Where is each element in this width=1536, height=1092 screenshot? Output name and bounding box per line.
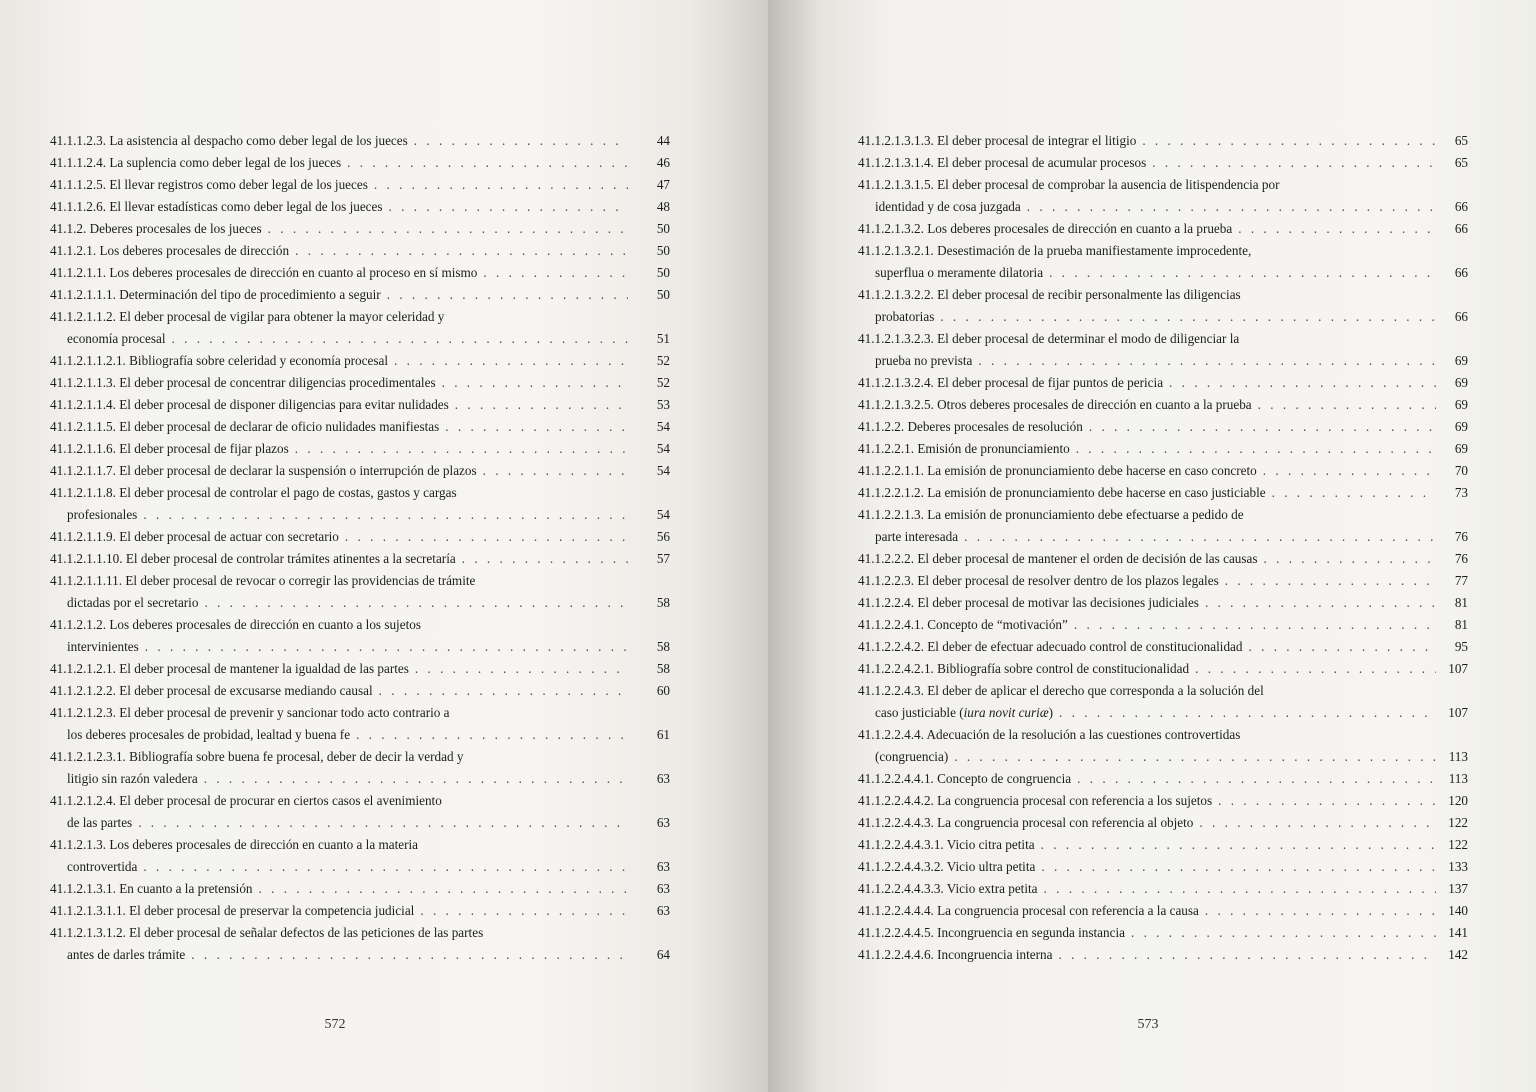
toc-entry bbox=[50, 878, 670, 900]
toc-entry-continuation-text: dictadas por el secretario bbox=[67, 595, 199, 610]
dot-leader bbox=[414, 130, 628, 152]
dot-leader bbox=[143, 856, 628, 878]
toc-entry bbox=[858, 834, 1468, 856]
toc-entry bbox=[50, 790, 670, 834]
dot-leader bbox=[1249, 636, 1437, 658]
toc-entry-continuation-end: ) bbox=[1048, 705, 1054, 720]
dot-leader bbox=[483, 460, 628, 482]
dot-leader bbox=[1074, 614, 1436, 636]
toc-entry bbox=[858, 394, 1468, 416]
toc-entry-page: 53 bbox=[656, 397, 670, 412]
dot-leader bbox=[138, 812, 628, 834]
toc-entry-page: 63 bbox=[656, 771, 670, 786]
page-number-right: 573 bbox=[1137, 1017, 1159, 1032]
toc-entry bbox=[858, 504, 1468, 548]
toc-entry-page: 63 bbox=[656, 903, 670, 918]
toc-entry-title: 41.1.2.1.2.4. El deber procesal de procurar en ciertos casos el avenimiento bbox=[50, 793, 442, 808]
dot-leader bbox=[1205, 900, 1436, 922]
dot-leader bbox=[295, 240, 628, 262]
toc-entry bbox=[50, 350, 670, 372]
dot-leader bbox=[295, 438, 628, 460]
dot-leader bbox=[455, 394, 628, 416]
toc-entry-continuation bbox=[875, 702, 1053, 724]
toc-entry-page: 142 bbox=[1448, 947, 1468, 962]
toc-entry bbox=[858, 878, 1468, 900]
toc-entry-page: 141 bbox=[1448, 925, 1468, 940]
toc-entry-title: 41.1.2.2.2. El deber procesal de mantener el orden de decisión de las causas bbox=[858, 551, 1258, 566]
toc-entry bbox=[858, 416, 1468, 438]
toc-entry-page: 61 bbox=[656, 727, 670, 742]
toc-entry-title: 41.1.2. Deberes procesales de los jueces bbox=[50, 221, 262, 236]
toc-entry-page: 50 bbox=[656, 265, 670, 280]
toc-entry-page: 69 bbox=[1454, 353, 1468, 368]
toc-entry bbox=[858, 944, 1468, 966]
dot-leader bbox=[420, 900, 628, 922]
toc-entry-continuation bbox=[67, 328, 166, 350]
toc-entry bbox=[858, 548, 1468, 570]
dot-leader bbox=[1264, 548, 1436, 570]
toc-entry-page: 69 bbox=[1454, 441, 1468, 456]
toc-entry-title: 41.1.1.2.6. El llevar estadísticas como deber legal de los jueces bbox=[50, 199, 383, 214]
toc-entry-title: 41.1.2.2.4.4.3. La congruencia procesal con referencia al objeto bbox=[858, 815, 1194, 830]
toc-entry-title: 41.1.2.2.4. El deber procesal de motivar las decisiones judiciales bbox=[858, 595, 1199, 610]
dot-leader bbox=[1049, 262, 1436, 284]
toc-entry-continuation-text: probatorias bbox=[875, 309, 935, 324]
toc-entry-page: 54 bbox=[656, 441, 670, 456]
dot-leader bbox=[1076, 438, 1436, 460]
toc-entry-title: 41.1.2.1.1. Los deberes procesales de dirección en cuanto al proceso en sí mismo bbox=[50, 265, 478, 280]
toc-entry-continuation bbox=[67, 856, 137, 878]
dot-leader bbox=[1131, 922, 1436, 944]
dot-leader bbox=[1041, 856, 1436, 878]
toc-entry bbox=[50, 746, 670, 790]
toc-entry-title: 41.1.2.2. Deberes procesales de resolución bbox=[858, 419, 1083, 434]
toc-entry bbox=[858, 790, 1468, 812]
toc-entry-continuation bbox=[67, 768, 198, 790]
toc-entry bbox=[858, 240, 1468, 284]
toc-entry-page: 66 bbox=[1454, 199, 1468, 214]
toc-entry bbox=[858, 724, 1468, 768]
toc-entry bbox=[50, 614, 670, 658]
dot-leader bbox=[1058, 944, 1436, 966]
toc-entry bbox=[50, 262, 670, 284]
toc-entry-title: 41.1.2.1.3.1.3. El deber procesal de integrar el litigio bbox=[858, 133, 1137, 148]
dot-leader bbox=[1152, 152, 1436, 174]
toc-entry-page: 81 bbox=[1454, 595, 1468, 610]
dot-leader bbox=[1041, 834, 1436, 856]
toc-entry bbox=[50, 130, 670, 152]
toc-entry-title: 41.1.2.2.4.4.3.1. Vicio citra petita bbox=[858, 837, 1035, 852]
toc-entry-title: 41.1.2.2.1.1. La emisión de pronunciamiento debe hacerse en caso concreto bbox=[858, 463, 1257, 478]
toc-entry-page: 66 bbox=[1454, 221, 1468, 236]
toc-entry bbox=[50, 152, 670, 174]
dot-leader bbox=[978, 350, 1436, 372]
toc-entry-title: 41.1.2.2.4.4.6. Incongruencia interna bbox=[858, 947, 1053, 962]
toc-entry bbox=[50, 702, 670, 746]
toc-entry-page: 69 bbox=[1454, 419, 1468, 434]
dot-leader bbox=[379, 680, 628, 702]
toc-entry-continuation bbox=[875, 526, 958, 548]
toc-entry-page: 69 bbox=[1454, 397, 1468, 412]
dot-leader bbox=[1169, 372, 1436, 394]
toc-entry-title: 41.1.2.1. Los deberes procesales de dirección bbox=[50, 243, 290, 258]
right-page bbox=[768, 0, 1536, 1092]
toc-entry bbox=[858, 174, 1468, 218]
toc-entry bbox=[50, 306, 670, 350]
toc-entry-title: 41.1.2.1.1.8. El deber procesal de controlar el pago de costas, gastos y cargas bbox=[50, 485, 457, 500]
dot-leader bbox=[268, 218, 628, 240]
toc-entry-continuation-text: de las partes bbox=[67, 815, 133, 830]
toc-entry-page: 95 bbox=[1454, 639, 1468, 654]
toc-entry-title: 41.1.2.2.4.2.1. Bibliografía sobre control de constitucionalidad bbox=[858, 661, 1190, 676]
toc-entry-title: 41.1.2.2.1.3. La emisión de pronunciamiento debe efectuarse a pedido de bbox=[858, 507, 1244, 522]
toc-entry-title: 41.1.2.1.3.1.4. El deber procesal de acumular procesos bbox=[858, 155, 1147, 170]
toc-entry bbox=[858, 636, 1468, 658]
toc-entry bbox=[858, 218, 1468, 240]
toc-entry-continuation-text: economía procesal bbox=[67, 331, 166, 346]
toc-entry bbox=[50, 482, 670, 526]
toc-entry-title: 41.1.2.2.4.4. Adecuación de la resolución a las cuestiones controvertidas bbox=[858, 727, 1241, 742]
toc-entry-page: 50 bbox=[656, 287, 670, 302]
toc-entry-page: 51 bbox=[656, 331, 670, 346]
toc-entry-title: 41.1.2.2.4.4.3.3. Vicio extra petita bbox=[858, 881, 1038, 896]
toc-entry-continuation-text: los deberes procesales de probidad, lealtad y buena fe bbox=[67, 727, 351, 742]
toc-entry-continuation bbox=[875, 306, 934, 328]
toc-entry-page: 122 bbox=[1448, 837, 1468, 852]
toc-entry-title: 41.1.2.1.1.7. El deber procesal de declarar la suspensión o interrupción de plazos bbox=[50, 463, 477, 478]
toc-entry-page: 58 bbox=[656, 661, 670, 676]
toc-entry-title: 41.1.2.2.4.4.4. La congruencia procesal con referencia a la causa bbox=[858, 903, 1199, 918]
dot-leader bbox=[1077, 768, 1436, 790]
toc-entry bbox=[50, 460, 670, 482]
toc-entry-page: 46 bbox=[656, 155, 670, 170]
toc-entry bbox=[50, 394, 670, 416]
dot-leader bbox=[1195, 658, 1436, 680]
toc-entry-italic-term: iura novit curiæ bbox=[963, 705, 1049, 720]
toc-entry-title: 41.1.2.1.1.10. El deber procesal de controlar trámites atinentes a la secretaría bbox=[50, 551, 456, 566]
toc-entry-continuation-text: litigio sin razón valedera bbox=[67, 771, 198, 786]
toc-entry-page: 66 bbox=[1454, 265, 1468, 280]
toc-entry-page: 140 bbox=[1448, 903, 1468, 918]
toc-entry-title: 41.1.2.2.1. Emisión de pronunciamiento bbox=[858, 441, 1070, 456]
toc-entry bbox=[50, 218, 670, 240]
toc-entry-page: 57 bbox=[656, 551, 670, 566]
toc-entry-continuation bbox=[875, 262, 1043, 284]
toc-entry-title: 41.1.2.1.1.4. El deber procesal de disponer diligencias para evitar nulidades bbox=[50, 397, 449, 412]
dot-leader bbox=[259, 878, 628, 900]
toc-entry-page: 64 bbox=[656, 947, 670, 962]
dot-leader bbox=[204, 592, 628, 614]
toc-entry-title: 41.1.2.1.3.2.4. El deber procesal de fijar puntos de pericia bbox=[858, 375, 1164, 390]
dot-leader bbox=[1027, 196, 1436, 218]
toc-entry-title: 41.1.2.2.3. El deber procesal de resolver dentro de los plazos legales bbox=[858, 573, 1219, 588]
toc-entry bbox=[858, 900, 1468, 922]
page-number-left: 572 bbox=[324, 1017, 346, 1032]
dot-leader bbox=[415, 658, 628, 680]
toc-entry-continuation bbox=[67, 504, 137, 526]
toc-entry-continuation-text: profesionales bbox=[67, 507, 138, 522]
toc-entry-continuation-text: intervinientes bbox=[67, 639, 139, 654]
toc-entry bbox=[50, 372, 670, 394]
toc-entry-continuation-text: caso justiciable ( bbox=[875, 705, 964, 720]
toc-entry-title: 41.1.1.2.3. La asistencia al despacho como deber legal de los jueces bbox=[50, 133, 408, 148]
toc-entry-page: 60 bbox=[656, 683, 670, 698]
toc-entry-title: 41.1.2.1.1.3. El deber procesal de concentrar diligencias procedimentales bbox=[50, 375, 436, 390]
toc-entry-page: 65 bbox=[1454, 155, 1468, 170]
dot-leader bbox=[1205, 592, 1436, 614]
toc-entry-title: 41.1.2.1.2.2. El deber procesal de excusarse mediando causal bbox=[50, 683, 373, 698]
toc-entry-page: 58 bbox=[656, 639, 670, 654]
toc-entry bbox=[50, 680, 670, 702]
toc-entry bbox=[858, 614, 1468, 636]
toc-entry-page: 54 bbox=[656, 419, 670, 434]
dot-leader bbox=[394, 350, 628, 372]
dot-leader bbox=[1225, 570, 1436, 592]
toc-entry-page: 63 bbox=[656, 859, 670, 874]
toc-entry bbox=[858, 284, 1468, 328]
dot-leader bbox=[483, 262, 628, 284]
toc-entry bbox=[858, 372, 1468, 394]
toc-entry-page: 133 bbox=[1448, 859, 1468, 874]
toc-entry-title: 41.1.2.1.1.1. Determinación del tipo de procedimiento a seguir bbox=[50, 287, 381, 302]
toc-entry-page: 69 bbox=[1454, 375, 1468, 390]
toc-entry-page: 50 bbox=[656, 221, 670, 236]
toc-entry bbox=[50, 570, 670, 614]
toc-entry bbox=[50, 548, 670, 570]
toc-entry bbox=[50, 658, 670, 680]
toc-entry-page: 113 bbox=[1448, 749, 1468, 764]
dot-leader bbox=[954, 746, 1436, 768]
toc-entry-page: 63 bbox=[656, 815, 670, 830]
toc-entry bbox=[50, 240, 670, 262]
toc-entry-title: 41.1.2.2.4.2. El deber de efectuar adecuado control de constitucionalidad bbox=[858, 639, 1243, 654]
toc-entry-title: 41.1.2.2.4.1. Concepto de “motivación” bbox=[858, 617, 1068, 632]
toc-entry bbox=[50, 834, 670, 878]
toc-entry bbox=[858, 922, 1468, 944]
dot-leader bbox=[1059, 702, 1436, 724]
toc-entry-title: 41.1.2.2.4.4.2. La congruencia procesal con referencia a los sujetos bbox=[858, 793, 1213, 808]
dot-leader bbox=[204, 768, 628, 790]
toc-entry bbox=[50, 416, 670, 438]
toc-entry-title: 41.1.2.1.3. Los deberes procesales de dirección en cuanto a la materia bbox=[50, 837, 419, 852]
dot-leader bbox=[374, 174, 628, 196]
toc-entry-title: 41.1.2.1.3.2.5. Otros deberes procesales de dirección en cuanto a la prueba bbox=[858, 397, 1252, 412]
toc-entry-continuation-text: (congruencia) bbox=[875, 749, 949, 764]
toc-entry-page: 137 bbox=[1448, 881, 1468, 896]
toc-entry-title: 41.1.2.2.4.3. El deber de aplicar el derecho que corresponda a la solución del bbox=[858, 683, 1264, 698]
toc-entry-continuation-text: identidad y de cosa juzgada bbox=[875, 199, 1021, 214]
toc-entry bbox=[50, 174, 670, 196]
toc-entry-continuation-text: antes de darles trámite bbox=[67, 947, 186, 962]
toc-entry-title: 41.1.2.1.3.2.2. El deber procesal de recibir personalmente las diligencias bbox=[858, 287, 1241, 302]
dot-leader bbox=[1258, 394, 1436, 416]
toc-entry-page: 56 bbox=[656, 529, 670, 544]
toc-entry bbox=[858, 152, 1468, 174]
toc-entry bbox=[858, 856, 1468, 878]
toc-entry bbox=[50, 438, 670, 460]
toc-entry-page: 63 bbox=[656, 881, 670, 896]
toc-entry-title: 41.1.2.1.2.3. El deber procesal de prevenir y sancionar todo acto contrario a bbox=[50, 705, 450, 720]
toc-entry-title: 41.1.2.2.4.4.5. Incongruencia en segunda instancia bbox=[858, 925, 1125, 940]
dot-leader bbox=[1272, 482, 1436, 504]
toc-entry-page: 122 bbox=[1448, 815, 1468, 830]
dot-leader bbox=[172, 328, 629, 350]
dot-leader bbox=[445, 416, 628, 438]
dot-leader bbox=[387, 284, 628, 306]
toc-entry-title: 41.1.2.1.1.5. El deber procesal de declarar de oficio nulidades manifiestas bbox=[50, 419, 440, 434]
toc-entry bbox=[50, 900, 670, 922]
toc-entry-continuation bbox=[875, 350, 972, 372]
toc-entry-continuation bbox=[67, 724, 350, 746]
toc-entry bbox=[50, 196, 670, 218]
toc-entry bbox=[858, 438, 1468, 460]
toc-entry-title: 41.1.2.1.3.1.1. El deber procesal de preservar la competencia judicial bbox=[50, 903, 415, 918]
toc-entry-continuation-text: prueba no prevista bbox=[875, 353, 973, 368]
toc-entry-title: 41.1.2.2.4.4.1. Concepto de congruencia bbox=[858, 771, 1072, 786]
dot-leader bbox=[1263, 460, 1436, 482]
toc-entry-page: 52 bbox=[656, 375, 670, 390]
toc-entry bbox=[858, 768, 1468, 790]
toc-entry-title: 41.1.2.2.4.4.3.2. Vicio ultra petita bbox=[858, 859, 1036, 874]
toc-entry-page: 107 bbox=[1448, 661, 1468, 676]
toc-entry bbox=[858, 592, 1468, 614]
toc-entry-title: 41.1.2.1.3.2.3. El deber procesal de determinar el modo de diligenciar la bbox=[858, 331, 1240, 346]
dot-leader bbox=[1089, 416, 1436, 438]
dot-leader bbox=[462, 548, 628, 570]
toc-entry-page: 113 bbox=[1448, 771, 1468, 786]
toc-entry-page: 48 bbox=[656, 199, 670, 214]
toc-entry-title: 41.1.2.1.3.2. Los deberes procesales de dirección en cuanto a la prueba bbox=[858, 221, 1233, 236]
toc-entry-page: 107 bbox=[1448, 705, 1468, 720]
toc-entry bbox=[858, 328, 1468, 372]
dot-leader bbox=[1199, 812, 1436, 834]
toc-entry-title: 41.1.2.1.3.2.1. Desestimación de la prueba manifiestamente improcedente, bbox=[858, 243, 1252, 258]
toc-entry-page: 54 bbox=[656, 507, 670, 522]
toc-entry bbox=[858, 658, 1468, 680]
toc-entry bbox=[858, 460, 1468, 482]
dot-leader bbox=[191, 944, 628, 966]
toc-entry bbox=[50, 284, 670, 306]
dot-leader bbox=[940, 306, 1436, 328]
toc-entry-title: 41.1.2.1.2.3.1. Bibliografía sobre buena fe procesal, deber de decir la verdad y bbox=[50, 749, 464, 764]
dot-leader bbox=[1238, 218, 1436, 240]
toc-entry-page: 52 bbox=[656, 353, 670, 368]
toc-entry-continuation-text: controvertida bbox=[67, 859, 138, 874]
toc-entry bbox=[50, 922, 670, 966]
toc-entry-continuation-text: superflua o meramente dilatoria bbox=[875, 265, 1044, 280]
dot-leader bbox=[964, 526, 1436, 548]
toc-entry bbox=[858, 570, 1468, 592]
toc-entry-title: 41.1.2.1.3.1. En cuanto a la pretensión bbox=[50, 881, 253, 896]
toc-entry-page: 120 bbox=[1448, 793, 1468, 808]
toc-entry-title: 41.1.2.1.1.2.1. Bibliografía sobre celeridad y economía procesal bbox=[50, 353, 389, 368]
toc-entry-title: 41.1.2.1.3.1.5. El deber procesal de comprobar la ausencia de litispendencia por bbox=[858, 177, 1280, 192]
toc-entry-page: 81 bbox=[1454, 617, 1468, 632]
toc-entry bbox=[858, 130, 1468, 152]
toc-list-left bbox=[50, 130, 670, 966]
dot-leader bbox=[356, 724, 628, 746]
toc-entry-page: 47 bbox=[656, 177, 670, 192]
toc-entry-page: 66 bbox=[1454, 309, 1468, 324]
toc-entry-continuation bbox=[67, 812, 132, 834]
dot-leader bbox=[145, 636, 628, 658]
dot-leader bbox=[1044, 878, 1436, 900]
toc-entry-title: 41.1.2.1.1.11. El deber procesal de revocar o corregir las providencias de trámite bbox=[50, 573, 476, 588]
toc-entry-page: 73 bbox=[1454, 485, 1468, 500]
toc-entry-page: 77 bbox=[1454, 573, 1468, 588]
toc-entry-title: 41.1.2.1.2. Los deberes procesales de dirección en cuanto a los sujetos bbox=[50, 617, 421, 632]
toc-entry-continuation bbox=[67, 592, 198, 614]
toc-entry-page: 65 bbox=[1454, 133, 1468, 148]
toc-entry-title: 41.1.2.1.1.6. El deber procesal de fijar plazos bbox=[50, 441, 289, 456]
toc-entry-continuation bbox=[875, 746, 948, 768]
toc-entry bbox=[50, 526, 670, 548]
toc-entry-title: 41.1.2.1.1.2. El deber procesal de vigilar para obtener la mayor celeridad y bbox=[50, 309, 445, 324]
toc-entry bbox=[858, 482, 1468, 504]
dot-leader bbox=[347, 152, 628, 174]
toc-entry-title: 41.1.2.2.1.2. La emisión de pronunciamiento debe hacerse en caso justiciable bbox=[858, 485, 1266, 500]
toc-entry-continuation bbox=[67, 944, 185, 966]
toc-entry bbox=[858, 812, 1468, 834]
toc-entry-title: 41.1.2.1.2.1. El deber procesal de mantener la igualdad de las partes bbox=[50, 661, 409, 676]
dot-leader bbox=[442, 372, 628, 394]
toc-entry-page: 58 bbox=[656, 595, 670, 610]
toc-entry-title: 41.1.1.2.4. La suplencia como deber legal de los jueces bbox=[50, 155, 342, 170]
dot-leader bbox=[1142, 130, 1436, 152]
toc-list-right bbox=[858, 130, 1468, 966]
toc-entry bbox=[858, 680, 1468, 724]
toc-entry-page: 76 bbox=[1454, 529, 1468, 544]
toc-entry-page: 54 bbox=[656, 463, 670, 478]
toc-entry-title: 41.1.2.1.3.1.2. El deber procesal de señalar defectos de las peticiones de las partes bbox=[50, 925, 484, 940]
toc-entry-page: 44 bbox=[656, 133, 670, 148]
toc-entry-page: 76 bbox=[1454, 551, 1468, 566]
toc-entry-continuation bbox=[875, 196, 1021, 218]
dot-leader bbox=[389, 196, 628, 218]
dot-leader bbox=[1218, 790, 1436, 812]
toc-entry-continuation bbox=[67, 636, 139, 658]
toc-entry-title: 41.1.1.2.5. El llevar registros como deber legal de los jueces bbox=[50, 177, 368, 192]
toc-entry-continuation-text: parte interesada bbox=[875, 529, 959, 544]
dot-leader bbox=[345, 526, 628, 548]
toc-entry-page: 70 bbox=[1454, 463, 1468, 478]
dot-leader bbox=[143, 504, 628, 526]
toc-entry-title: 41.1.2.1.1.9. El deber procesal de actuar con secretario bbox=[50, 529, 339, 544]
toc-entry-page: 50 bbox=[656, 243, 670, 258]
